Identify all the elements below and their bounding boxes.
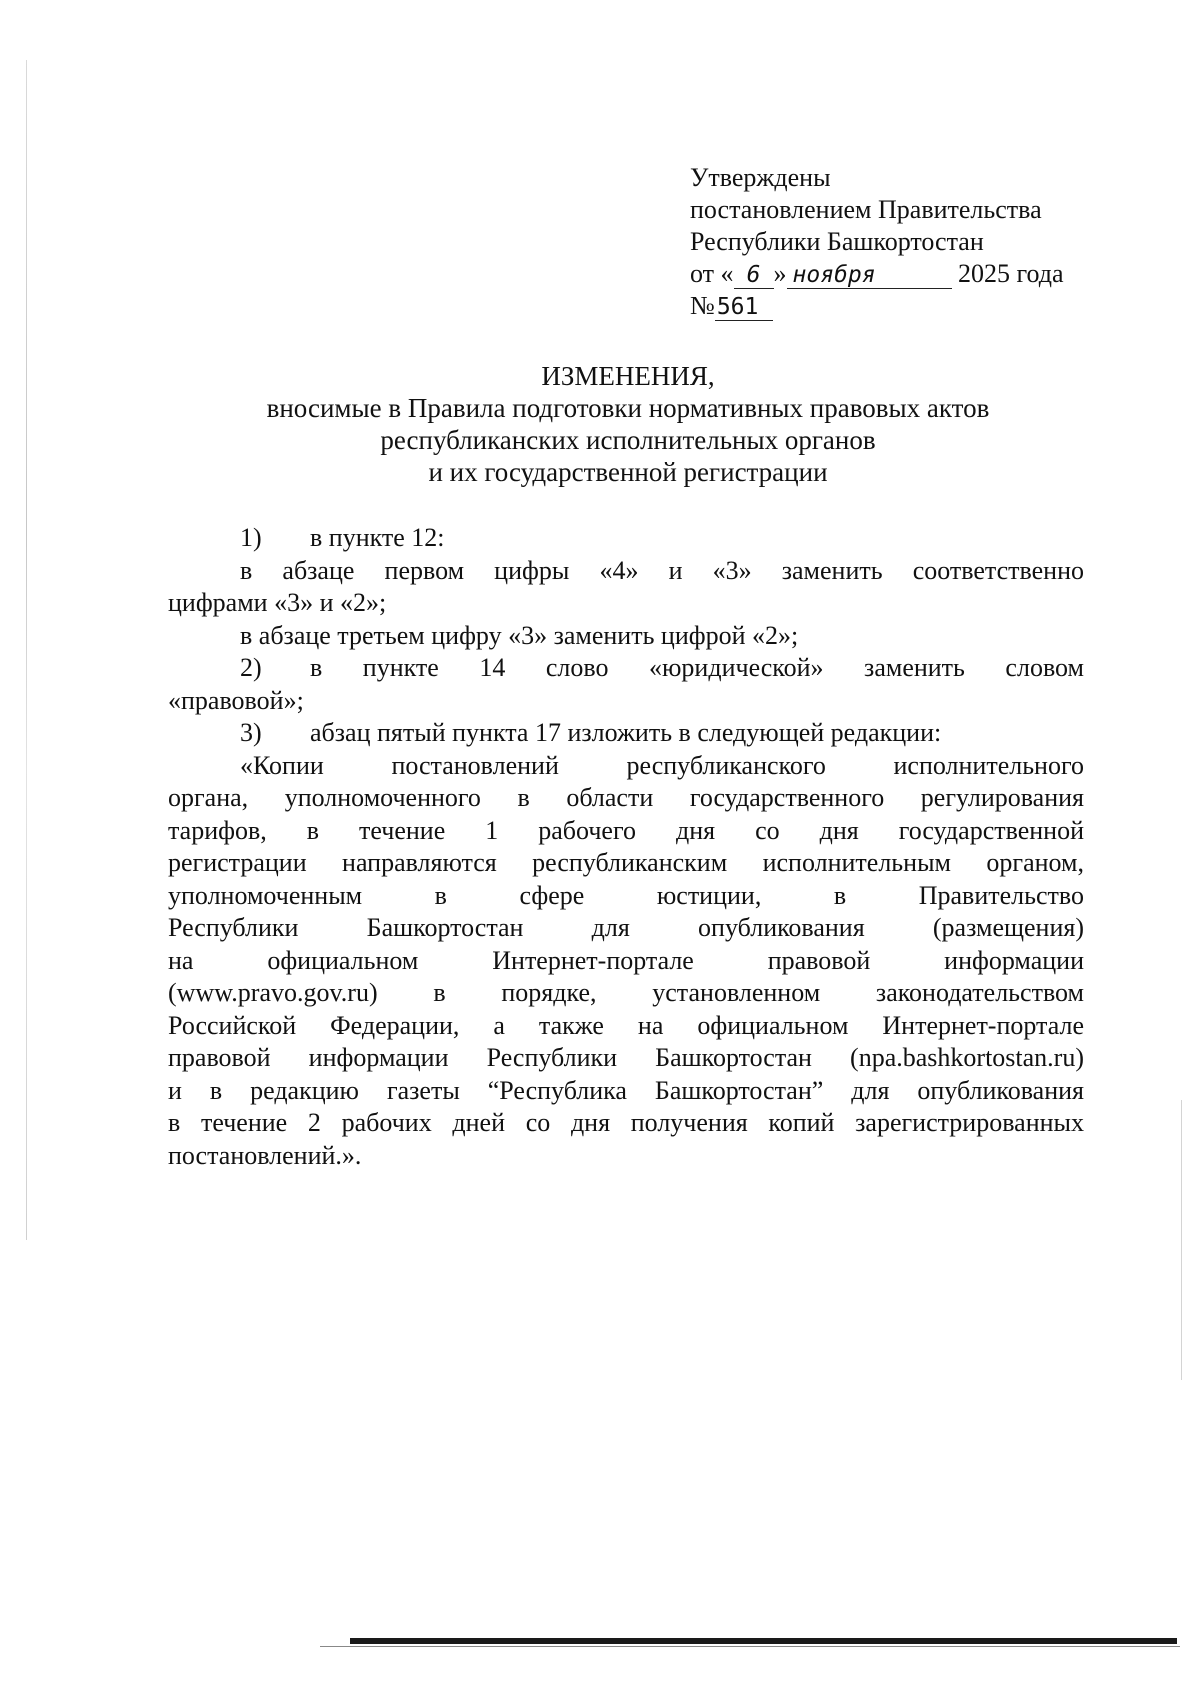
scan-edge-right [1181,1100,1182,1380]
item-3 [168,717,1084,750]
heading-line-2: республиканских исполнительных органов [380,425,876,455]
paragraph-1-line-1: в абзаце первом цифры «4» и «3» заменить соответственно [240,555,1084,585]
scan-bottom-bar [350,1638,1177,1644]
quote-line: правовой информации Республики Башкортостан (npa.bashkortostan.ru) [168,1043,1084,1072]
item-2-line-1 [168,652,1084,685]
quote-line: (www.pravo.gov.ru) в порядке, установленном законодательством [168,978,1084,1007]
approval-line-3: Республики Башкортостан [690,227,984,256]
quoted-paragraph [168,750,1084,1140]
approval-block [690,162,1110,322]
number-field: 561 [715,294,773,321]
date-prefix: от « [690,259,734,288]
quote-line: Российской Федерации, а также на официальном Интернет-портале [168,1010,1084,1040]
paragraph-1-line-2: цифрами «3» и «2»; [168,588,387,617]
date-mid: » [773,259,787,288]
number-prefix: № [690,291,715,320]
heading-line-1: вносимые в Правила подготовки нормативных правовых актов [266,393,990,423]
scan-bottom-line [320,1646,1180,1647]
document-heading [168,360,1088,488]
approval-number [690,290,1110,322]
quote-line: в течение 2 рабочих дней со дня получения копий зарегистрированных [168,1108,1084,1137]
quote-line: и в редакцию газеты “Республика Башкортостан” для опубликования [168,1075,1084,1105]
date-day-field: 6 [734,262,774,289]
item-1-text: в пункте 12: [310,523,445,552]
quote-line: на официальном Интернет-портале правовой информации [168,945,1084,975]
document-body [168,522,1084,1172]
paragraph-2: в абзаце третьем цифру «3» заменить цифрой «2»; [240,620,799,650]
date-suffix: 2025 года [958,259,1064,288]
item-2-number: 2) [240,653,262,682]
quote-line: органа, уполномоченного в области государственного регулирования [168,783,1084,812]
quote-line: «Копии постановлений республиканского исполнительного [240,750,1084,780]
approval-date [690,258,1110,290]
scan-edge-left [26,60,27,1240]
item-1 [168,522,1084,555]
quote-line: уполномоченным в сфере юстиции, в Правительство [168,880,1084,910]
quote-line: Республики Башкортостан для опубликования (размещения) [168,913,1084,942]
item-3-text: абзац пятый пункта 17 изложить в следующей редакции: [310,718,942,747]
item-1-number: 1) [240,523,262,552]
date-month-field: ноября [787,262,952,289]
quote-line: тарифов, в течение 1 рабочего дня со дня государственной [168,815,1084,845]
heading-line-3: и их государственной регистрации [428,457,828,487]
approval-line-1: Утверждены [690,163,831,192]
quote-line: регистрации направляются республиканским исполнительным органом, [168,848,1084,877]
quote-last-line: постановлений.». [168,1140,362,1170]
heading-title: ИЗМЕНЕНИЯ, [541,361,715,391]
item-3-number: 3) [240,718,262,747]
approval-line-2: постановлением Правительства [690,195,1042,224]
item-2-line-2: «правовой»; [168,685,304,715]
item-2-text: в пункте 14 слово «юридической» заменить словом [310,653,1084,682]
